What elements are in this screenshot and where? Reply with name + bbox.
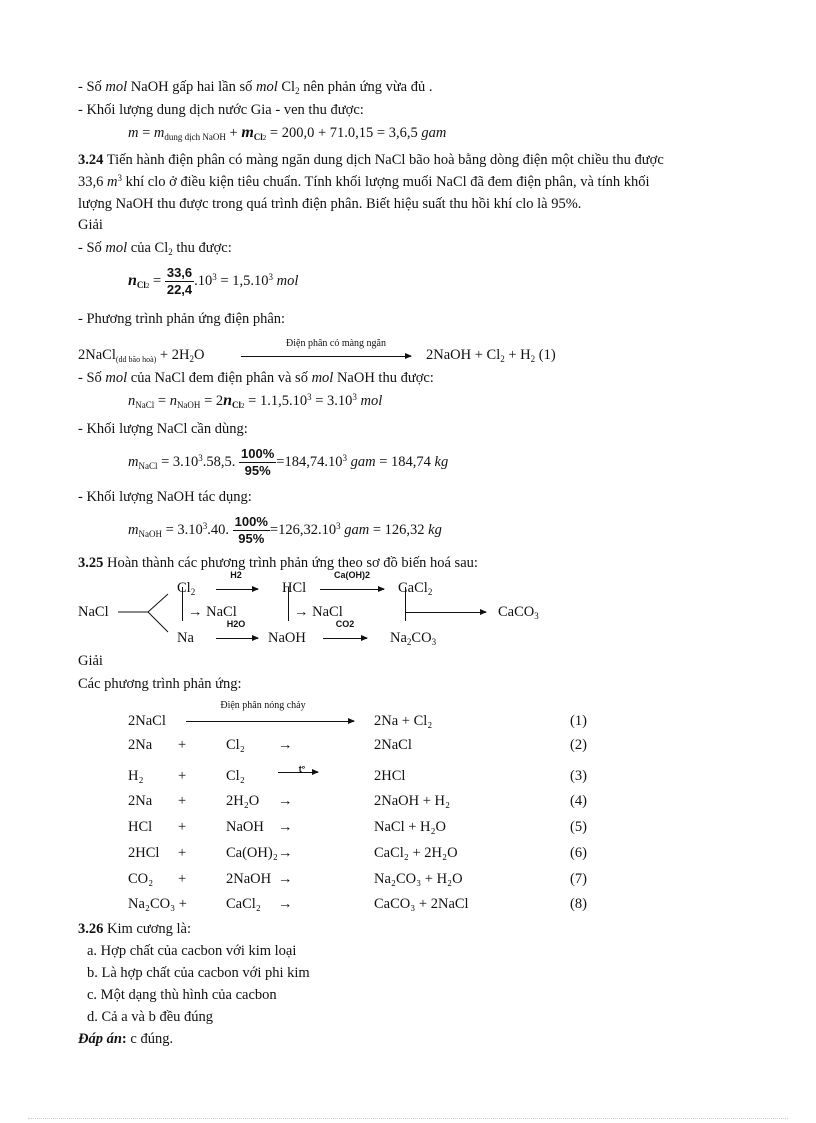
- reaction-cell-c: CaCl₂: [226, 896, 261, 912]
- text-line: Các phương trình phản ứng:: [78, 676, 242, 692]
- footer-divider: [28, 1118, 788, 1119]
- arrow-label: Điện phân nóng chảy: [220, 700, 306, 711]
- reaction-products: 2NaOH + $Cl_2 + H_2$ (1): [426, 347, 556, 364]
- text-line: 33,6 $m^3$ khí clo ở điều kiện tiêu chuẩn. Tính khối lượng muối NaCl đã đem điện phân, và tính khối: [78, 173, 650, 190]
- text-line: - Số mol của $Cl_2$ thu được:: [78, 240, 232, 257]
- text-line: - Phương trình phản ứng điện phân:: [78, 311, 286, 327]
- scheme-naoh: NaOH: [268, 630, 306, 646]
- option-c: c. Một dạng thù hình của cacbon: [87, 987, 277, 1003]
- reaction-cell-d: →: [278, 737, 293, 753]
- reaction-cell-e: 2Na + Cl₂: [374, 713, 433, 729]
- arrow-icon: [323, 638, 367, 639]
- problem-3-26-text: 3.26 Kim cương là:: [78, 921, 191, 937]
- option-a: a. Hợp chất của cacbon với kim loại: [87, 943, 297, 959]
- arrow-label: H2O: [226, 619, 246, 629]
- reaction-cell-a: 2Na: [128, 737, 153, 753]
- text-line: - Khối lượng NaCl cần dùng:: [78, 421, 248, 437]
- reaction-cell-e: NaCl + H₂O: [374, 819, 447, 835]
- answer-line: Đáp án: c đúng.: [78, 1031, 174, 1047]
- formula: $m_{NaCl} = 3.10^3.58,5$. $\frac{100\%}{95\%}$ $=184,74.10^3$ gam = 184,74 kg: [128, 446, 449, 479]
- reaction-cell-f: (8): [570, 896, 587, 912]
- reaction-cell-e: CaCl₂ + 2H₂O: [374, 845, 458, 861]
- arrow-label: Điện phân có màng ngăn: [286, 338, 386, 349]
- reaction-cell-a: 2NaCl: [128, 713, 166, 729]
- reaction-cell-f: (4): [570, 793, 587, 809]
- reaction-cell-b: +: [178, 737, 187, 753]
- solution-label: Giải: [78, 653, 103, 669]
- reaction-cell-f: (7): [570, 871, 587, 887]
- text-line: lượng NaOH thu được trong quá trình điện phân. Biết hiệu suất thu hồi khí clo là 95%.: [78, 196, 582, 212]
- reaction-cell-c: NaOH: [226, 819, 264, 835]
- scheme-nacl: NaCl: [78, 604, 109, 620]
- reaction-cell-a: CO₂: [128, 871, 154, 887]
- reaction-cell-a: Na₂CO₃ +: [128, 896, 187, 912]
- text-line: - Khối lượng NaOH tác dụng:: [78, 489, 252, 505]
- text-line: - Khối lượng dung dịch nước Gia - ven thu được:: [78, 102, 364, 118]
- scheme-caco3: CaCO$_3$: [498, 604, 539, 621]
- arrow-label: H2: [230, 570, 242, 580]
- reaction-cell-e: Na₂CO₃ + H₂O: [374, 871, 463, 887]
- branch-lines: [118, 588, 178, 638]
- text-line: - Số mol của NaCl đem điện phân và số mol NaOH thu được:: [78, 370, 434, 386]
- option-d: d. Cả a và b đều đúng: [87, 1009, 214, 1025]
- reaction-cell-c: 2H₂O: [226, 793, 260, 809]
- reaction-cell-c: Cl₂: [226, 768, 245, 784]
- arrow-label: Ca(OH)2: [333, 570, 370, 580]
- reaction-cell-a: HCl: [128, 819, 153, 835]
- scheme-na2co3: $Na_2CO_3$: [390, 630, 437, 647]
- problem-3-25-text: 3.25 Hoàn thành các phương trình phản ứng theo sơ đồ biến hoá sau:: [78, 555, 478, 571]
- formula: $n_{Cl2}$ = $\frac{33,6}{22,4}$ $.10^3 = 1,5.10^3$ mol: [128, 265, 299, 298]
- reaction-cell-d: →: [278, 819, 293, 835]
- reaction-cell-b: +: [178, 845, 187, 861]
- scheme-cl2: $Cl_2$: [177, 580, 196, 597]
- reaction-cell-b: +: [178, 871, 187, 887]
- reaction-cell-f: (2): [570, 737, 587, 753]
- reaction-cell-d: →: [278, 871, 293, 887]
- formula: $m = m_{dung dịch NaOH} + m_{Cl2} = 200,0 + 71.0,15 = 3,6,5$ gam: [128, 124, 447, 142]
- reaction-cell-e: 2NaOH + H₂: [374, 793, 451, 809]
- reaction-cell-a: 2Na: [128, 793, 153, 809]
- reaction-cell-e: 2HCl: [374, 768, 406, 784]
- scheme-na: Na: [177, 630, 194, 646]
- arrow-icon: [216, 589, 258, 590]
- reaction-cell-b: +: [178, 793, 187, 809]
- arrow-icon: [278, 772, 318, 773]
- arrow-icon: [406, 612, 486, 613]
- reaction-cell-f: (1): [570, 713, 587, 729]
- reaction-cell-f: (6): [570, 845, 587, 861]
- text-line: - Số mol NaOH gấp hai lần số mol $Cl_2$ nên phản ứng vừa đủ .: [78, 79, 433, 96]
- reaction-cell-d: →: [278, 845, 293, 861]
- reaction-cell-f: (3): [570, 768, 587, 784]
- option-b: b. Là hợp chất của cacbon với phi kim: [87, 965, 310, 981]
- scheme-arrow: → NaCl: [188, 604, 237, 620]
- problem-3-24-text: 3.24 Tiến hành điện phân có màng ngăn dung dịch NaCl bão hoà bằng dòng điện một chiều thu được: [78, 152, 664, 168]
- divider: [182, 587, 183, 621]
- reaction-cell-f: (5): [570, 819, 587, 835]
- arrow-icon: [241, 356, 411, 357]
- scheme-arrow: → NaCl: [294, 604, 343, 620]
- arrow-icon: [186, 721, 354, 722]
- arrow-label: CO2: [335, 619, 355, 629]
- reaction-cell-d: →: [278, 793, 293, 809]
- solution-label: Giải: [78, 217, 103, 233]
- reaction-cell-a: H₂: [128, 768, 144, 784]
- reaction-reactants: 2NaCl$_{(dd bão hoà)}$ + $2H_2O$: [78, 347, 205, 364]
- reaction-cell-e: CaCO₃ + 2NaCl: [374, 896, 469, 912]
- reaction-cell-c: 2NaOH: [226, 871, 272, 887]
- reaction-cell-c: Cl₂: [226, 737, 245, 753]
- arrow-icon: [216, 638, 258, 639]
- arrow-icon: [320, 589, 384, 590]
- reaction-cell-a: 2HCl: [128, 845, 160, 861]
- reaction-cell-e: 2NaCl: [374, 737, 412, 753]
- reaction-cell-d: →: [278, 896, 293, 912]
- reaction-cell-c: Ca(OH)₂: [226, 845, 278, 861]
- reaction-cell-b: +: [178, 819, 187, 835]
- scheme-cacl2: CaCl$_2$: [398, 580, 433, 597]
- formula: $n_{NaCl} = n_{NaOH} = 2n_{Cl2} = 1.1,5.10^3 = 3.10^3$ mol: [128, 392, 383, 410]
- divider: [288, 587, 289, 621]
- scheme-hcl: HCl: [282, 580, 307, 596]
- divider: [405, 587, 406, 621]
- arrow-label: t°: [298, 764, 306, 774]
- reaction-cell-b: +: [178, 768, 187, 784]
- formula: $m_{NaOH} = 3.10^3.40$. $\frac{100\%}{95\%}$ $=126,32.10^3$ gam = 126,32 kg: [128, 514, 442, 547]
